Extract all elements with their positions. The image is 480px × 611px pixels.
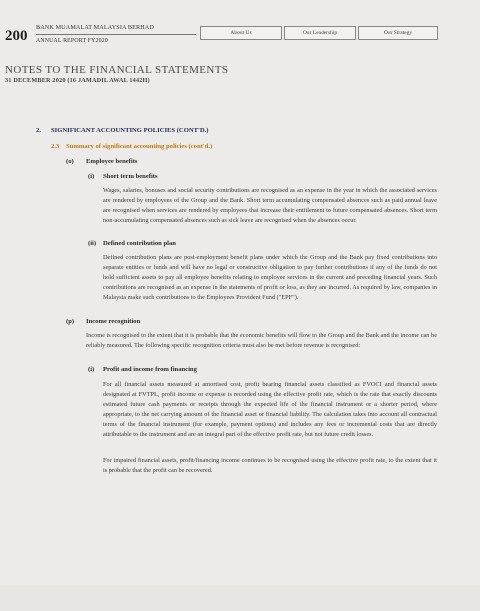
page-footer-band <box>0 585 480 611</box>
section-date: 31 DECEMBER 2020 (16 JAMADIL AWAL 1442H) <box>5 77 150 84</box>
bank-name: BANK MUAMALAT MALAYSIA BERHAD <box>36 24 154 31</box>
profit-income-text-2: For impaired financial assets, profit/financing income continues to be recognised using the effective profit rate, to the extent that it is probable that the profit can be recovered. <box>103 457 437 474</box>
subsection-title: Summary of significant accounting policies (cont'd.) <box>66 143 213 150</box>
item-p-label: (p) <box>66 318 75 325</box>
item-o-title: Employee benefits <box>86 158 138 165</box>
page-number: 200 <box>5 28 28 44</box>
nav-our-leadership[interactable]: Our Leadership <box>284 26 356 40</box>
header-divider <box>36 34 196 35</box>
note-title: SIGNIFICANT ACCOUNTING POLICIES (CONT'D.) <box>51 127 209 134</box>
item-p-title: Income recognition <box>86 318 141 325</box>
note-number: 2. <box>36 127 41 134</box>
nav-our-strategy[interactable]: Our Strategy <box>358 26 438 40</box>
subsection-number: 2.3 <box>51 143 60 150</box>
item-o-label: (o) <box>66 158 74 165</box>
report-name: ANNUAL REPORT FY2020 <box>36 38 108 44</box>
item-o-i-title: Short term benefits <box>103 173 158 180</box>
nav-about-us[interactable]: About Us <box>200 26 282 40</box>
item-p-i-title: Profit and income from financing <box>103 366 197 373</box>
section-title: NOTES TO THE FINANCIAL STATEMENTS <box>5 64 229 76</box>
item-o-ii-title: Defined contribution plan <box>103 240 176 247</box>
item-o-ii-label: (ii) <box>88 240 97 247</box>
defined-contribution-text: Defined contribution plans are post-employment benefit plans under which the Group and the Bank pay fixed contributions into separate entities or funds and will have no legal or constructive obligation to pay further contributions if any of the funds do not hold sufficient assets to pay all employee benefits relating to employee services in the current and preceding financial years. Such contributions are recognised as an expense in the statements of profit or loss, as they are incurred. As required by law, companies in Malaysia make such contributions to the Employees Provident Fund ("EPF"). <box>103 254 437 301</box>
income-recognition-text: Income is recognised to the extent that it is probable that the economic benefits will flow to the Group and the Bank and the income can be reliably measured. The following specific recognition criteria must also be met before revenue is recognised: <box>86 332 437 349</box>
profit-income-text-1: For all financial assets measured at amortised cost, profit bearing financial assets classified as FVOCI and financial assets designated at FVTPL, profit income or expense is recorded using the effective profit rate, which is the rate that exactly discounts estimated future cash payments or receipts through the expected life of the financial instrument or a shorter period, where appropriate, to the net carrying amount of the financial asset or financial liability. The calculation takes into account all contractual terms of the financial instrument (for example, payment options) and includes any fees or incremental costs that are directly attributable to the instrument and are an integral part of the effective profit rate, but not future credit losses. <box>103 381 437 438</box>
item-o-i-label: (i) <box>88 173 95 180</box>
item-p-i-label: (i) <box>88 366 95 373</box>
short-term-benefits-text: Wages, salaries, bonuses and social security contributions are recognised as an expense in the year in which the associated services are rendered by employees of the Group and the Bank. Short term accumulating compensated absences such as paid annual leave are recognised when services are rendered by employees that increase their entitlement to future compensated absences. Short term non-accumulating compensated absences such as sick leave are recognised when the absences occur. <box>103 187 437 224</box>
